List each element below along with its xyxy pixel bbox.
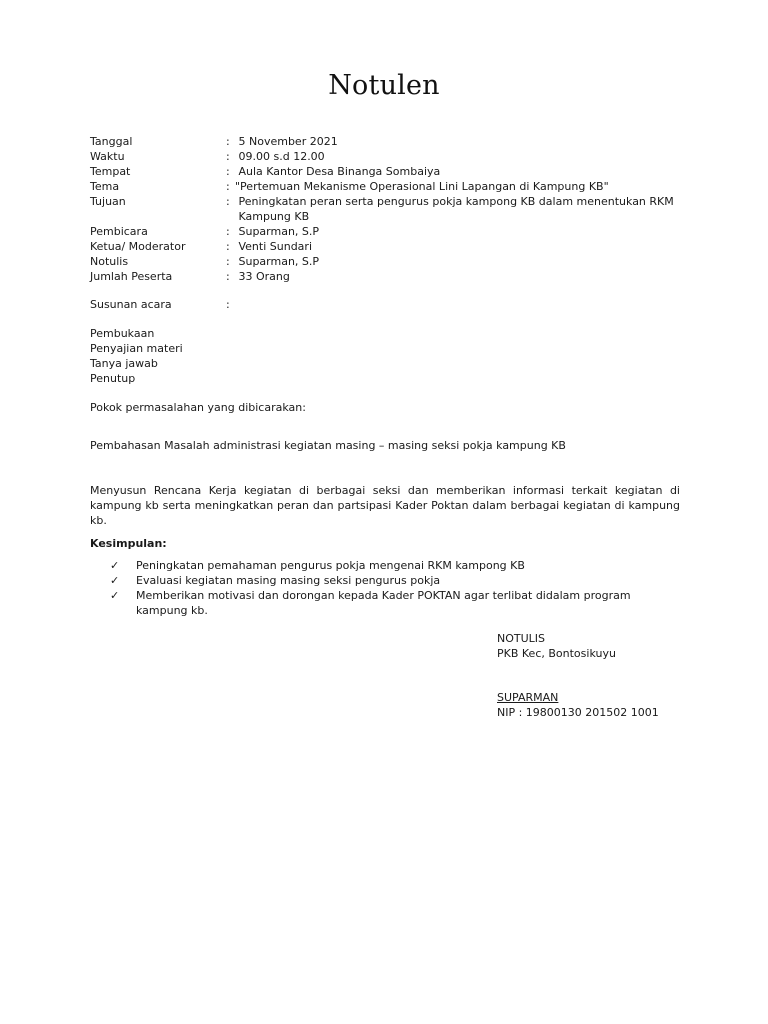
info-row-waktu — [90, 149, 690, 164]
agenda-list — [90, 326, 680, 386]
conclusion-text: Memberikan motivasi dan dorongan kepada Kader POKTAN agar terlibat didalam program kampung kb. — [136, 589, 631, 617]
info-label: Ketua/ Moderator — [90, 240, 186, 253]
list-item — [110, 558, 670, 573]
agenda-row — [90, 297, 680, 312]
info-row-tanggal — [90, 134, 690, 149]
signature-nip: NIP : 19800130 201502 1001 — [497, 706, 659, 719]
info-colon: : — [226, 180, 230, 193]
info-value: Aula Kantor Desa Binanga Sombaiya — [235, 165, 441, 178]
info-row-tujuan — [90, 194, 690, 224]
info-label: Tema — [90, 180, 120, 193]
info-value: 5 November 2021 — [235, 135, 338, 148]
list-item — [110, 588, 670, 618]
info-value: Suparman, S.P — [235, 225, 320, 238]
conclusion-text: Evaluasi kegiatan masing masing seksi pengurus pokja — [136, 574, 441, 587]
issues-heading: Pokok permasalahan yang dibicarakan: — [90, 401, 306, 414]
info-colon: : — [226, 240, 230, 253]
info-value: Venti Sundari — [235, 240, 312, 253]
conclusion-list — [110, 558, 670, 618]
info-label: Tempat — [90, 165, 131, 178]
info-label: Jumlah Peserta — [90, 270, 173, 283]
info-value-line: Kampung KB — [235, 210, 310, 223]
info-colon: : — [226, 225, 230, 238]
check-icon: ✓ — [110, 574, 120, 587]
info-colon: : — [226, 135, 230, 148]
conclusion-text: Peningkatan pemahaman pengurus pokja mengenai RKM kampong KB — [136, 559, 525, 572]
list-item: Penutup — [90, 372, 136, 385]
signature-role: NOTULIS — [497, 632, 546, 645]
signature-name: SUPARMAN — [497, 691, 559, 704]
conclusion-heading: Kesimpulan: — [90, 537, 167, 550]
info-value: Suparman, S.P — [235, 255, 320, 268]
agenda-colon: : — [226, 298, 230, 311]
check-icon: ✓ — [110, 589, 120, 602]
info-colon: : — [226, 150, 230, 163]
document-title: Notulen — [328, 70, 440, 101]
info-colon: : — [226, 255, 230, 268]
info-row-tempat — [90, 164, 690, 179]
info-row-notulis — [90, 254, 690, 269]
info-row-jumlah-peserta — [90, 269, 690, 284]
info-label: Tujuan — [90, 195, 126, 208]
info-value-line: Peningkatan peran serta pengurus pokja kampong KB dalam menentukan RKM — [235, 195, 674, 208]
list-item — [110, 573, 670, 588]
info-value: 09.00 s.d 12.00 — [235, 150, 325, 163]
signature-org: PKB Kec, Bontosikuyu — [497, 647, 616, 660]
list-item: Penyajian materi — [90, 342, 183, 355]
info-label: Pembicara — [90, 225, 148, 238]
info-value: "Pertemuan Mekanisme Operasional Lini Lapangan di Kampung KB" — [235, 180, 609, 193]
issue-paragraph-1: Pembahasan Masalah administrasi kegiatan masing – masing seksi pokja kampung KB — [90, 439, 566, 452]
agenda-label: Susunan acara — [90, 298, 172, 311]
info-value — [235, 194, 690, 224]
info-row-tema — [90, 179, 690, 194]
info-label: Notulis — [90, 255, 129, 268]
info-value: 33 Orang — [235, 270, 290, 283]
info-row-pembicara — [90, 224, 690, 239]
issue-paragraph-2: Menyusun Rencana Kerja kegiatan di berbagai seksi dan memberikan informasi terkait kegiatan di kampung kb serta meningkatkan peran dan partsipasi Kader Poktan dalam berbagai kegiatan di kampung kb. — [90, 484, 680, 527]
info-label: Waktu — [90, 150, 125, 163]
info-colon: : — [226, 270, 230, 283]
check-icon: ✓ — [110, 559, 120, 572]
list-item: Tanya jawab — [90, 357, 158, 370]
info-label: Tanggal — [90, 135, 133, 148]
info-colon: : — [226, 165, 230, 178]
agenda-heading — [90, 297, 680, 312]
list-item: Pembukaan — [90, 327, 155, 340]
info-row-moderator — [90, 239, 690, 254]
meeting-info — [90, 134, 690, 284]
info-colon: : — [226, 195, 230, 208]
